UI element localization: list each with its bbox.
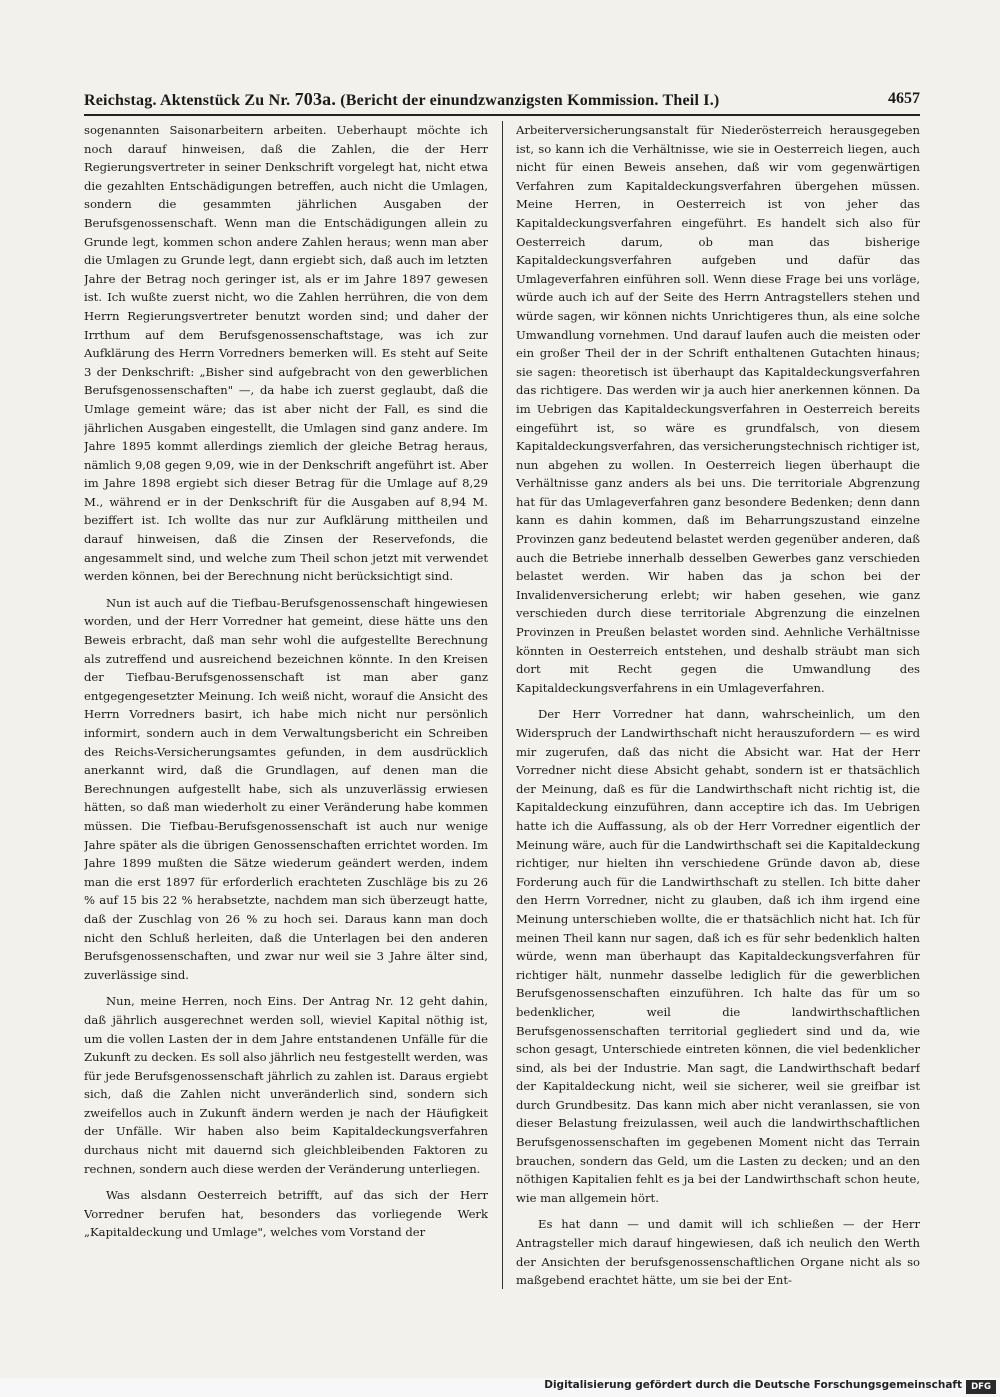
paragraph: Was alsdann Oesterreich betrifft, auf das sich der Herr Vorredner berufen hat, besonders das vorliegende Werk „Kapitaldeckung und Umlage", welches vom Vorstand der [84, 1188, 488, 1240]
header-document-number: 703a. [294, 89, 337, 109]
paragraph: Nun, meine Herren, noch Eins. Der Antrag Nr. 12 geht dahin, daß jährlich ausgerechnet werden soll, wieviel Kapital nöthig ist, um die vollen Lasten der in dem Jahre entstandenen Unfälle für die Zukunft zu decken. Es soll also jährlich neu festgestellt werden, was für jede Berufsgenossenschaft jährlich zu zahlen ist. Daraus ergiebt sich, daß die Zahlen nicht unveränderlich sind, sondern sich zweifellos auch in Zukunft ändern werden je nach der Häufigkeit der Unfälle. Wir haben also beim Kapitaldeckungsverfahren durchaus nicht mit dauernd sich gleichbleibenden Faktoren zu rechnen, sondern auch diese werden der Veränderung unterliegen. [84, 994, 488, 1176]
paragraph: sogenannten Saisonarbeitern arbeiten. Ueberhaupt möchte ich noch darauf hinweisen, daß die Zahlen, die der Herr Regierungsvertreter in seiner Denkschrift vorgelegt hat, nicht etwa die gezahlten Entschädigungen betreffen, auch nicht die Umlagen, sondern die gesammten jährlichen Ausgaben der Berufsgenossenschaft. Wenn man die Entschädigungen allein zu Grunde legt, kommen schon andere Zahlen heraus; wenn man aber die Umlagen zu Grunde legt, dann ergiebt sich, daß auch im letzten Jahre der Betrag noch geringer ist, als er im Jahre 1897 gewesen ist. Ich wußte zuerst nicht, wo die Zahlen herrühren, die von dem Herrn Regierungsvertreter benutzt worden sind; und daher der Irrthum auf dem Berufsgenossenschaftstage, was ich zur Aufklärung des Herrn Vorredners bemerken will. Es steht auf Seite 3 der Denkschrift: „Bisher sind aufgebracht von den gewerblichen Berufsgenossenschaften" —, da habe ich zuerst geglaubt, daß die Umlage gemeint wäre; das ist aber nicht der Fall, es sind die jährlichen Ausgaben eingestellt, die Umlagen sind ganz andere. Im Jahre 1895 kommt allerdings ziemlich der gleiche Betrag heraus, nämlich 9,08 gegen 9,09, wie in der Denkschrift angeführt ist. Aber im Jahre 1898 ergiebt sich dieser Betrag für die Umlage auf 8,29 M., während er in der Denkschrift für die Ausgaben auf 8,94 M. beziffert ist. Ich wollte das nur zur Aufklärung mittheilen und darauf hinweisen, daß die Zinsen der Reservefonds, die angesammelt sind, und welche zum Theil schon jetzt mit verwendet werden können, bei der Berechnung nicht berücksichtigt sind. [84, 123, 488, 584]
page [84, 84, 920, 1288]
dfg-logo: DFG [966, 1380, 996, 1394]
digitization-footer [0, 1378, 1000, 1397]
paragraph: Es hat dann — und damit will ich schließen — der Herr Antragsteller mich darauf hingewiesen, daß ich neulich den Werth der Ansichten der berufsgenossenschaftlichen Organe nicht als so maßgebend erachtet hätte, um sie bei der Ent- [516, 1217, 920, 1288]
page-number: 4657 [888, 90, 920, 107]
header-title [84, 84, 860, 116]
column-divider [502, 121, 503, 1289]
paragraph: Nun ist auch auf die Tiefbau-Berufsgenossenschaft hingewiesen worden, und der Herr Vorredner hat gemeint, diese hätte uns den Beweis erbracht, daß man sehr wohl die aufgestellte Berechnung als zutreffend und ausreichend bezeichnen könnte. In den Kreisen der Tiefbau-Berufsgenossenschaft ist man aber ganz entgegengesetzter Meinung. Ich weiß nicht, worauf die Ansicht des Herrn Vorredners basirt, ich habe mich nicht nur persönlich informirt, sondern auch in dem Verwaltungsbericht ein Schreiben des Reichs-Versicherungsamtes gefunden, in dem ausdrücklich anerkannt wird, daß die Grundlagen, auf denen man die Berechnungen aufgestellt habe, sich als unzuverlässig erwiesen hätten, so daß man wiederholt zu einer Veränderung habe kommen müssen. Die Tiefbau-Berufsgenossenschaft ist auch nur wenige Jahre später als die übrigen Genossenschaften errichtet worden. Im Jahre 1899 mußten die Sätze wiederum geändert werden, indem man die erst 1897 für erforderlich erachteten Zuschläge bis zu 26 % auf 15 bis 22 % herabsetzte, nachdem man sich überzeugt hatte, daß der Zuschlag von 26 % zu hoch sei. Daraus kann man doch nicht den Schluß herleiten, daß die Unterlagen bei den anderen Berufsgenossenschaften, und zwar nur weil sie 3 Jahre älter sind, zuverlässige sind. [84, 595, 488, 982]
page-header [84, 84, 920, 116]
paragraph: Arbeiterversicherungsanstalt für Niederösterreich herausgegeben ist, so kann ich die Verhältnisse, wie sie in Oesterreich liegen, auch nicht für einen Beweis ansehen, daß wir vom gegenwärtigen Verfahren zum Kapitaldeckungsverfahren übergehen müssen. Meine Herren, in Oesterreich ist von jeher das Kapitaldeckungsverfahren eingeführt. Es handelt sich also für Oesterreich darum, ob man das bisherige Kapitaldeckungsverfahren aufgeben und dafür das Umlageverfahren einführen soll. Wenn diese Frage bei uns vorläge, würde auch ich auf der Seite des Herrn Antragstellers stehen und würde sagen, wir können nichts Unrichtigeres thun, als eine solche Umwandlung vornehmen. Und darauf laufen auch die meisten oder ein großer Theil der in der Schrift enthaltenen Gutachten hinaus; sie sagen: theoretisch ist überhaupt das Kapitaldeckungsverfahren das richtigere. Das werden wir ja auch hier anerkennen können. Da im Uebrigen das Kapitaldeckungsverfahren in Oesterreich bereits eingeführt ist, so wäre es grundfalsch, von diesem Kapitaldeckungsverfahren, das versicherungstechnisch richtiger ist, nun abgehen zu wollen. In Oesterreich liegen überhaupt die Verhältnisse ganz anders als bei uns. Die territoriale Abgrenzung hat für das Umlageverfahren ganz besondere Bedenken; denn dann kann es dahin kommen, daß im Beharrungszustand einzelne Provinzen ganz bedeutend belastet werden gegenüber anderen, daß auch die Betriebe innerhalb desselben Gewerbes ganz verschieden belastet werden. Wir haben das ja schon bei der Invalidenversicherung erlebt; wir haben gesehen, wie ganz verschieden durch diese territoriale Abgrenzung die einzelnen Provinzen in Preußen belastet worden sind. Aehnliche Verhältnisse könnten in Oesterreich entstehen, und deshalb sträubt man sich dort mit Recht gegen die Umwandlung des Kapitaldeckungsverfahrens in ein Umlageverfahren. [516, 123, 920, 695]
left-column [84, 121, 488, 1289]
right-column [516, 121, 920, 1289]
paragraph: Der Herr Vorredner hat dann, wahrscheinlich, um den Widerspruch der Landwirthschaft nicht herauszufordern — es wird mir zugerufen, daß das nicht die Absicht war. Hat der Herr Vorredner nicht diese Absicht gehabt, sondern ist er thatsächlich der Meinung, daß es für die Landwirthschaft nicht richtig ist, die Kapitaldeckung einzuführen, dann acceptire ich das. Im Uebrigen hatte ich die Auffassung, als ob der Herr Vorredner eigentlich der Meinung wäre, auch für die Landwirthschaft sei die Kapitaldeckung richtiger, nur hielten ihn verschiedene Gründe davon ab, diese Forderung auch für die Landwirthschaft zu stellen. Ich bitte daher den Herrn Vorredner, nicht zu glauben, daß ich ihm irgend eine Meinung unterschieben wollte, die er thatsächlich nicht hat. Ich für meinen Theil kann nur sagen, daß ich es für sehr bedenklich halten würde, wenn man überhaupt das Kapitaldeckungsverfahren für richtiger hält, nunmehr dasselbe lediglich für die gewerblichen Berufsgenossenschaften einzuführen. Ich halte das für um so bedenklicher, weil die landwirthschaftlichen Berufsgenossenschaften territorial gegliedert sind und da, wie schon gesagt, Unterschiede eintreten können, die viel bedenklicher sind, als bei der Industrie. Man sagt, die Landwirthschaft bedarf der Kapitaldeckung nicht, weil sie sicherer, weil sie greifbar ist durch Grundbesitz. Das kann mich aber nicht veranlassen, sie von dieser Belastung freizulassen, weil auch die landwirthschaftlichen Berufsgenossenschaften im gegebenen Moment nicht das Terrain brauchen, sondern das Geld, um die Lasten zu decken; und an den nöthigen Kapitalien fehlt es ja bei der Landwirthschaft schon heute, wie man allgemein hört. [516, 707, 920, 1205]
text-columns [84, 121, 920, 1289]
footer-credit: Digitalisierung gefördert durch die Deutsche Forschungsgemeinschaft [544, 1379, 962, 1391]
header-title-suffix: (Bericht der einundzwanzigsten Kommission. Theil I.) [340, 92, 720, 109]
header-title-prefix: Reichstag. Aktenstück Zu Nr. [84, 92, 291, 109]
